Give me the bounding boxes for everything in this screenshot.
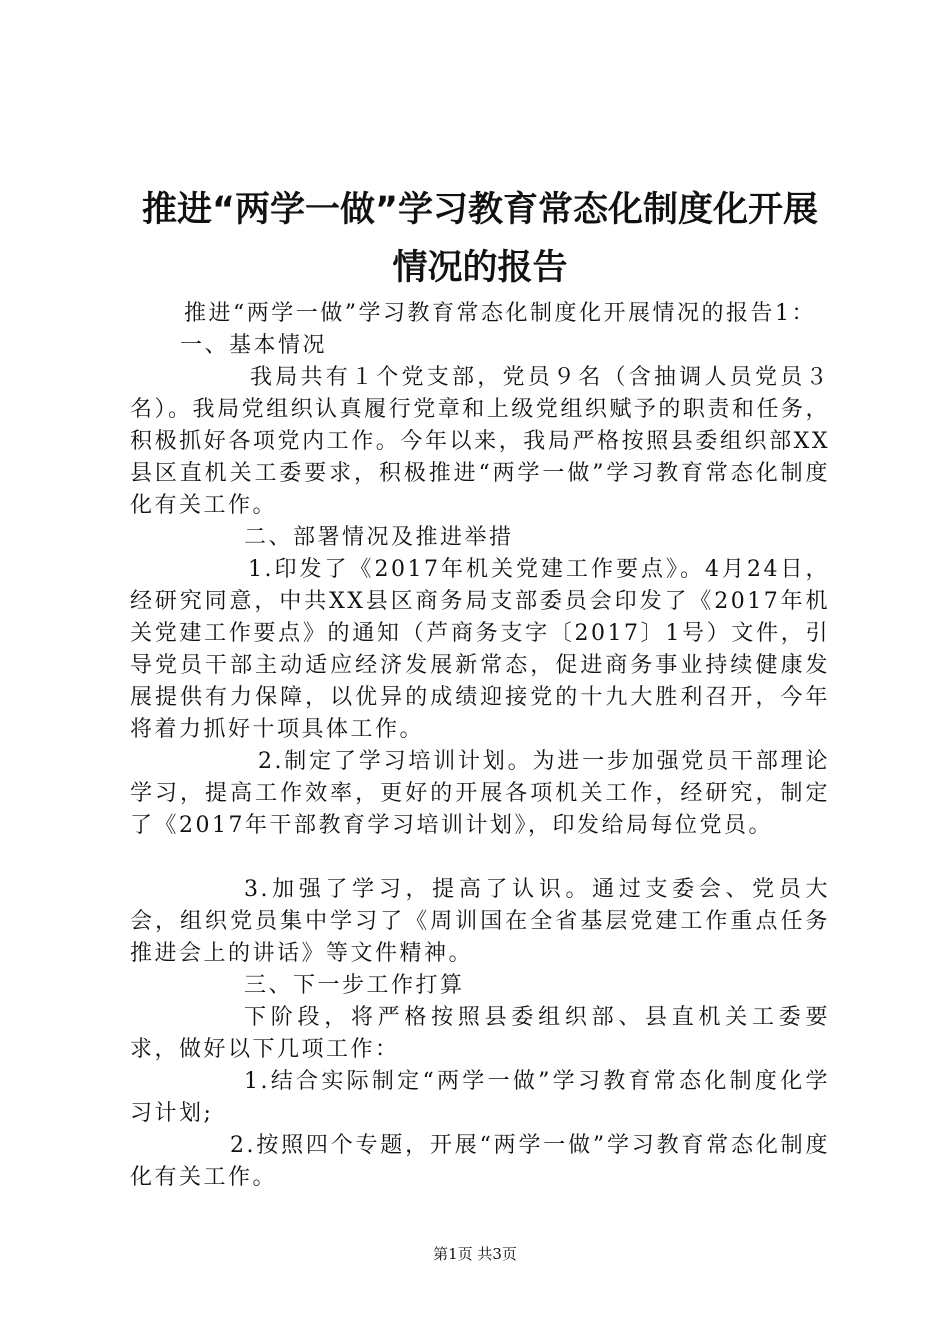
document-title-line-2: 情况的报告: [392, 248, 568, 288]
section-paragraph-basic: 我局共有１个党支部，党员９名（含抽调人员党员３名）。我局党组织认真履行党章和上级党组织赋予的职责和任务，积极抓好各项党内工作。今年以来，我局严格按照县委组织部XX县区直机关工委要求，积极推进“两学一做”学习教育常态化制度化有关工作。: [130, 365, 830, 518]
document-body: [130, 298, 830, 1194]
section-heading-deployment: 二、部署情况及推进举措: [244, 525, 514, 550]
section-heading-basic: 一、基本情况: [180, 333, 328, 358]
section-heading-next-steps: 三、下一步工作打算: [244, 973, 465, 998]
list-item-3: 3.加强了学习，提高了认识。通过支委会、党员大会，组织党员集中学习了《周训国在全省基层党建工作重点任务推进会上的讲话》等文件精神。: [130, 877, 830, 966]
intro-paragraph: 推进“两学一做”学习教育常态化制度化开展情况的报告1：: [184, 301, 816, 326]
plan-item-2: 2.按照四个专题，开展“两学一做”学习教育常态化制度化有关工作。: [130, 1133, 830, 1190]
list-item-2: 2.制定了学习培训计划。为进一步加强党员干部理论学习，提高工作效率，更好的开展各项机关工作，经研究，制定了《2017年干部教育学习培训计划》，印发给局每位党员。: [130, 749, 830, 838]
document-title-line-1: 推进“两学一做”学习教育常态化制度化开展: [141, 190, 818, 230]
plan-item-1: 1.结合实际制定“两学一做”学习教育常态化制度化学习计划;: [130, 1069, 830, 1126]
list-item-1: 1.印发了《2017年机关党建工作要点》。4月24日，经研究同意，中共XX县区商务局支部委员会印发了《2017年机关党建工作要点》的通知（芦商务支字〔2017〕1号）文件，引导党员干部主动适应经济发展新常态，促进商务事业持续健康发展提供有力保障，以优异的成绩迎接党的十九大胜利召开，今年将着力抓好十项具体工作。: [130, 557, 830, 742]
page-indicator: 第1页 共3页: [433, 1245, 517, 1263]
section-paragraph-next-steps: 下阶段，将严格按照县委组织部、县直机关工委要求，做好以下几项工作：: [130, 1005, 830, 1062]
